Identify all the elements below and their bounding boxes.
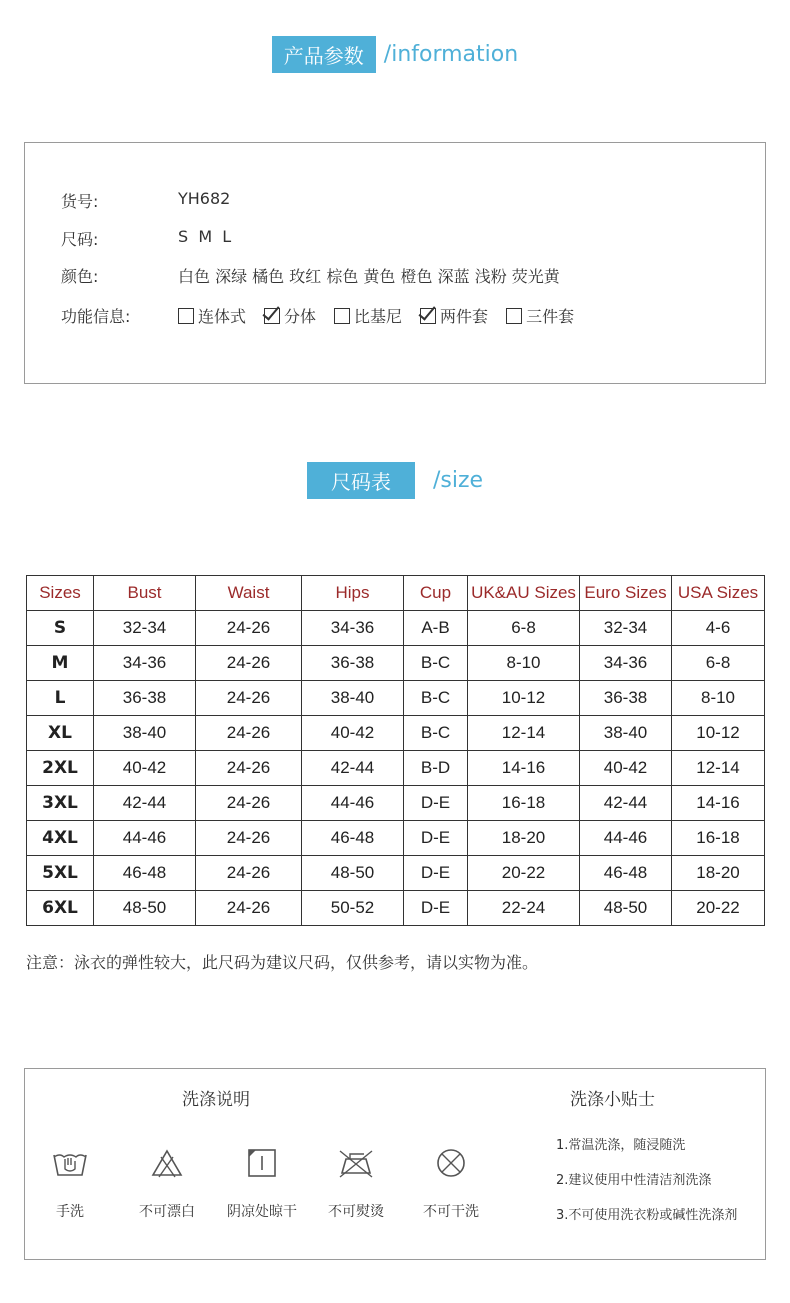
table-cell: 44-46 xyxy=(94,821,196,856)
table-cell: 40-42 xyxy=(302,716,404,751)
info-section-header xyxy=(0,36,790,73)
table-cell: 42-44 xyxy=(580,786,672,821)
table-cell: 34-36 xyxy=(302,611,404,646)
table-cell: 10-12 xyxy=(468,681,580,716)
table-cell: 24-26 xyxy=(196,681,302,716)
table-cell: 24-26 xyxy=(196,891,302,926)
size-note: 注意：泳衣的弹性较大，此尺码为建议尺码，仅供参考，请以实物为准。 xyxy=(26,953,539,972)
table-header-cell: Bust xyxy=(94,576,196,611)
size-section-header xyxy=(0,462,790,499)
table-row xyxy=(27,856,765,891)
care-tip: 3.不可使用洗衣粉或碱性洗涤剂 xyxy=(556,1208,738,1223)
table-cell: B-C xyxy=(404,681,468,716)
table-header-cell: Sizes xyxy=(27,576,94,611)
table-header-cell: Waist xyxy=(196,576,302,611)
table-cell: 12-14 xyxy=(672,751,765,786)
size-cell: S xyxy=(27,611,94,646)
table-cell: D-E xyxy=(404,856,468,891)
table-cell: A-B xyxy=(404,611,468,646)
table-cell: B-C xyxy=(404,716,468,751)
no-dry-clean-icon xyxy=(431,1145,471,1181)
table-cell: 4-6 xyxy=(672,611,765,646)
table-cell: 18-20 xyxy=(468,821,580,856)
table-cell: 20-22 xyxy=(672,891,765,926)
hand-wash-icon xyxy=(50,1145,90,1181)
table-cell: 14-16 xyxy=(672,786,765,821)
table-cell: 48-50 xyxy=(302,856,404,891)
table-row xyxy=(27,751,765,786)
table-row xyxy=(27,891,765,926)
table-cell: 8-10 xyxy=(672,681,765,716)
size-header-tag: 尺码表 xyxy=(307,462,415,499)
table-cell: 34-36 xyxy=(94,646,196,681)
size-cell: 2XL xyxy=(27,751,94,786)
table-cell: 10-12 xyxy=(672,716,765,751)
table-cell: 38-40 xyxy=(580,716,672,751)
care-item-hand-wash xyxy=(20,1145,120,1221)
table-cell: 48-50 xyxy=(94,891,196,926)
table-row xyxy=(27,821,765,856)
care-label: 阴凉处晾干 xyxy=(227,1204,297,1220)
option-label: 分体 xyxy=(284,307,317,326)
table-row xyxy=(27,681,765,716)
dry-in-shade-icon xyxy=(242,1145,282,1181)
table-cell: 32-34 xyxy=(94,611,196,646)
function-label: 功能信息: xyxy=(61,307,131,326)
table-header-cell: Euro Sizes xyxy=(580,576,672,611)
table-cell: 42-44 xyxy=(302,751,404,786)
table-header-cell: Hips xyxy=(302,576,404,611)
table-cell: 32-34 xyxy=(580,611,672,646)
care-label: 手洗 xyxy=(56,1204,84,1220)
care-label: 不可干洗 xyxy=(423,1204,479,1220)
care-label: 不可漂白 xyxy=(139,1204,195,1220)
table-header-cell: USA Sizes xyxy=(672,576,765,611)
option-twopiece xyxy=(420,307,488,326)
size-cell: XL xyxy=(27,716,94,751)
table-cell: 24-26 xyxy=(196,856,302,891)
size-header-en: /size xyxy=(432,468,484,493)
table-cell: 16-18 xyxy=(672,821,765,856)
sku-label: 货号: xyxy=(61,192,99,211)
table-cell: 48-50 xyxy=(580,891,672,926)
table-cell: 36-38 xyxy=(94,681,196,716)
table-row xyxy=(27,786,765,821)
table-cell: 34-36 xyxy=(580,646,672,681)
table-cell: 42-44 xyxy=(94,786,196,821)
table-cell: 44-46 xyxy=(580,821,672,856)
checkbox-checked-icon xyxy=(264,308,280,324)
checkbox-icon xyxy=(506,308,522,324)
table-cell: 24-26 xyxy=(196,751,302,786)
care-item-no-bleach xyxy=(117,1145,217,1221)
table-cell: D-E xyxy=(404,786,468,821)
table-cell: 50-52 xyxy=(302,891,404,926)
no-bleach-icon xyxy=(147,1145,187,1181)
table-cell: 40-42 xyxy=(580,751,672,786)
info-header-en: /information xyxy=(383,42,519,67)
sku-value: YH682 xyxy=(178,189,231,208)
table-cell: 6-8 xyxy=(672,646,765,681)
table-row xyxy=(27,611,765,646)
checkbox-icon xyxy=(334,308,350,324)
table-cell: 46-48 xyxy=(302,821,404,856)
table-cell: 36-38 xyxy=(580,681,672,716)
table-cell: 6-8 xyxy=(468,611,580,646)
no-iron-icon xyxy=(334,1145,378,1181)
table-row xyxy=(27,716,765,751)
table-cell: 14-16 xyxy=(468,751,580,786)
table-cell: 8-10 xyxy=(468,646,580,681)
size-table xyxy=(26,575,765,926)
color-label: 颜色: xyxy=(61,267,99,286)
table-header-row xyxy=(27,576,765,611)
table-cell: 38-40 xyxy=(94,716,196,751)
table-cell: D-E xyxy=(404,891,468,926)
table-cell: 46-48 xyxy=(94,856,196,891)
size-cell: 6XL xyxy=(27,891,94,926)
size-cell: L xyxy=(27,681,94,716)
option-split xyxy=(264,307,316,326)
table-header-cell: Cup xyxy=(404,576,468,611)
checkbox-icon xyxy=(178,308,194,324)
option-label: 连体式 xyxy=(198,307,247,326)
table-cell: D-E xyxy=(404,821,468,856)
care-item-no-dry-clean xyxy=(401,1145,501,1221)
table-cell: 18-20 xyxy=(672,856,765,891)
table-cell: 46-48 xyxy=(580,856,672,891)
table-cell: 24-26 xyxy=(196,786,302,821)
table-cell: 24-26 xyxy=(196,611,302,646)
table-cell: 44-46 xyxy=(302,786,404,821)
table-header-cell: UK&AU Sizes xyxy=(468,576,580,611)
care-item-no-iron xyxy=(306,1145,406,1221)
size-value: S M L xyxy=(178,227,232,246)
size-label: 尺码: xyxy=(61,230,99,249)
option-label: 两件套 xyxy=(440,307,489,326)
size-cell: 3XL xyxy=(27,786,94,821)
option-onepiece xyxy=(178,307,246,326)
size-cell: 4XL xyxy=(27,821,94,856)
option-bikini xyxy=(334,307,402,326)
table-cell: B-C xyxy=(404,646,468,681)
option-label: 比基尼 xyxy=(354,307,403,326)
table-cell: 20-22 xyxy=(468,856,580,891)
product-info-box xyxy=(24,142,766,384)
care-tip: 2.建议使用中性清洁剂洗涤 xyxy=(556,1173,712,1188)
table-cell: 36-38 xyxy=(302,646,404,681)
care-tip: 1.常温洗涤，随浸随洗 xyxy=(556,1138,686,1153)
option-threepiece xyxy=(506,307,574,326)
checkbox-checked-icon xyxy=(420,308,436,324)
option-label: 三件套 xyxy=(526,307,575,326)
function-options xyxy=(178,304,592,327)
table-cell: 38-40 xyxy=(302,681,404,716)
table-cell: B-D xyxy=(404,751,468,786)
care-title: 洗涤说明 xyxy=(182,1090,250,1110)
size-cell: M xyxy=(27,646,94,681)
color-value: 白色 深绿 橘色 玫红 棕色 黄色 橙色 深蓝 浅粉 荧光黄 xyxy=(178,267,560,286)
table-row xyxy=(27,646,765,681)
table-cell: 24-26 xyxy=(196,716,302,751)
care-label: 不可熨烫 xyxy=(328,1204,384,1220)
care-item-dry-shade xyxy=(212,1145,312,1221)
tips-title: 洗涤小贴士 xyxy=(570,1090,655,1110)
table-cell: 24-26 xyxy=(196,646,302,681)
table-cell: 22-24 xyxy=(468,891,580,926)
info-header-tag: 产品参数 xyxy=(272,36,376,73)
size-cell: 5XL xyxy=(27,856,94,891)
table-cell: 12-14 xyxy=(468,716,580,751)
table-cell: 16-18 xyxy=(468,786,580,821)
table-cell: 24-26 xyxy=(196,821,302,856)
table-cell: 40-42 xyxy=(94,751,196,786)
